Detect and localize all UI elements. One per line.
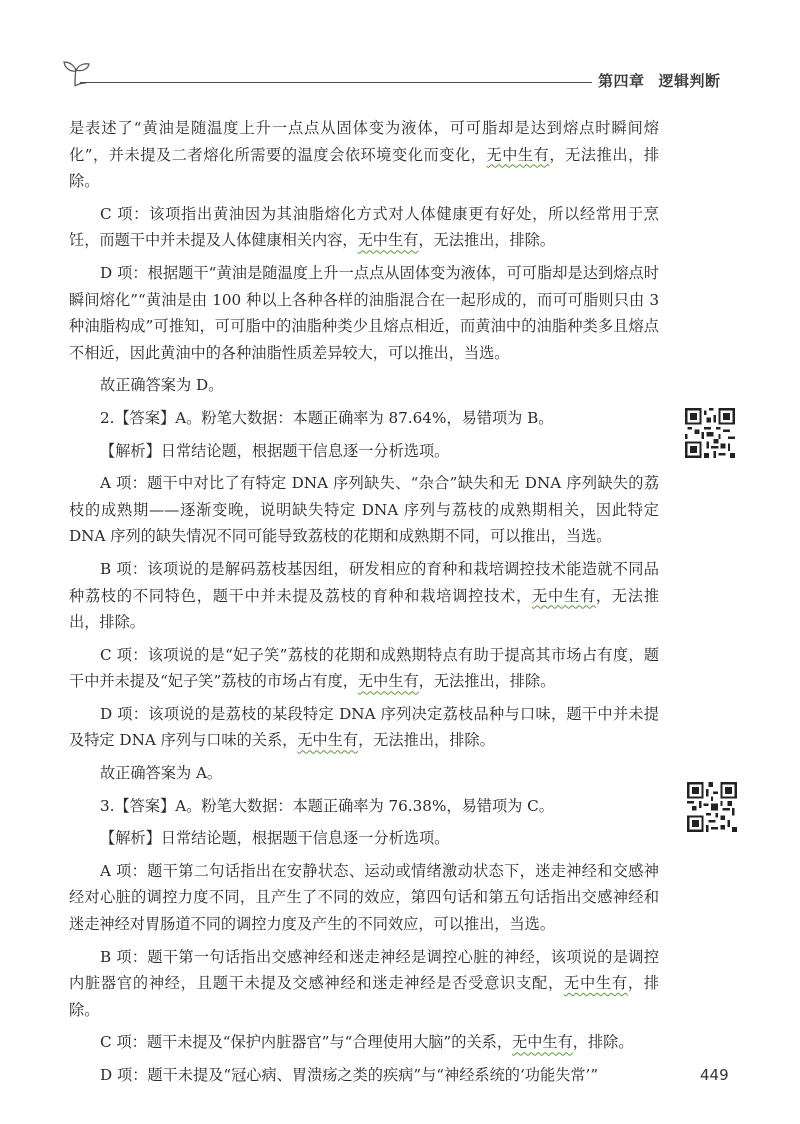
keyword-wuzhongshengyou: 无中生有 <box>563 974 628 993</box>
paragraph <box>69 115 659 195</box>
keyword-wuzhongshengyou: 无中生有 <box>512 1033 573 1052</box>
paragraph-text: B 项：题干第一句话指出交感神经和迷走神经是调控心脏的神经，该项说的是调控内脏器官的神经，且题干未提及交感神经和迷走神经是否受意识支配， <box>69 947 659 993</box>
paragraph-text: 故正确答案为 D。 <box>100 376 224 395</box>
paragraph <box>69 793 659 820</box>
paragraph <box>69 470 659 550</box>
keyword-wuzhongshengyou: 无中生有 <box>357 231 419 250</box>
paragraph <box>69 760 659 787</box>
sprout-icon <box>58 60 92 88</box>
paragraph-text: 2.【答案】A。粉笔大数据：本题正确率为 87.64%，易错项为 B。 <box>100 408 554 427</box>
answer-explanation-body <box>69 115 659 1089</box>
keyword-wuzhongshengyou: 无中生有 <box>532 586 596 605</box>
paragraph-text: A 项：题干中对比了有特定 DNA 序列缺失、“杂合”缺失和无 DNA 序列缺失的荔枝的成熟期——逐渐变晚，说明缺失特定 DNA 序列与荔枝的成熟期相关，因此特定 DNA 序列的缺失情况不同可能导致荔枝的花期和成熟期不同，可以推出，当选。 <box>69 474 659 546</box>
paragraph-text: ，无法推出，排除。 <box>358 731 495 750</box>
paragraph <box>69 1029 659 1056</box>
paragraph-text: D 项：根据题干“黄油是随温度上升一点点从固体变为液体，可可脂却是达到熔点时瞬间熔化”“黄油是由 100 种以上各种各样的油脂混合在一起形成的，而可可脂则只由 3 种油脂构成”可推知，可可脂中的油脂种类少且熔点相近，而黄油中的油脂种类多且熔点不相近，因此黄油中的各种油脂性质差异较大，可以推出，当选。 <box>69 263 659 362</box>
paragraph-text: D 项：题干未提及“冠心病、胃溃疡之类的疾病”与“神经系统的‘功能失常’” <box>100 1066 599 1084</box>
paragraph-text: D 项：该项说的是荔枝的某段特定 DNA 序列决定荔枝品种与口味，题干中并未提及特定 DNA 序列与口味的关系， <box>69 704 659 750</box>
paragraph <box>69 260 659 366</box>
paragraph-text: C 项：该项指出黄油因为其油脂熔化方式对人体健康更有好处，所以经常用于烹饪，而题干中并未提及人体健康相关内容， <box>69 204 659 250</box>
paragraph <box>69 405 659 432</box>
paragraph-text: ，无法推出，排除。 <box>69 145 660 191</box>
header-rule <box>80 82 592 83</box>
chapter-label: 第四章 <box>598 72 645 90</box>
paragraph-text: ，无法推出，排除。 <box>418 231 555 250</box>
paragraph-text: C 项：题干未提及“保护内脏器官”与“合理使用大脑”的关系， <box>100 1033 513 1052</box>
paragraph-text: ，无法推出，排除。 <box>418 672 556 691</box>
paragraph-text: 【解析】日常结论题，根据题干信息逐一分析选项。 <box>100 441 450 460</box>
paragraph <box>69 642 659 695</box>
paragraph-text: 【解析】日常结论题，根据题干信息逐一分析选项。 <box>100 829 450 848</box>
paragraph-text: B 项：该项说的是解码荔枝基因组，研发相应的育种和栽培调控技术能造就不同品种荔枝的不同特色，题干中并未提及荔枝的育种和栽培调控技术， <box>69 559 659 605</box>
paragraph <box>69 1062 659 1089</box>
qr-code-icon[interactable] <box>687 782 737 832</box>
paragraph <box>69 944 659 1024</box>
keyword-wuzhongshengyou: 无中生有 <box>357 672 419 691</box>
paragraph-text: 故正确答案为 A。 <box>100 764 223 783</box>
page-number: 449 <box>700 1066 729 1084</box>
paragraph-text: C 项：该项说的是“妃子笑”荔枝的花期和成熟期特点有助于提高其市场占有度，题干中并未提及“妃子笑”荔枝的市场占有度， <box>69 645 659 691</box>
paragraph <box>69 372 659 399</box>
paragraph <box>69 556 659 636</box>
paragraph-text: A 项：题干第二句话指出在安静状态、运动或情绪激动状态下，迷走神经和交感神经对心脏的调控力度不同，且产生了不同的效应，第四句话和第五句话指出交感神经和迷走神经对胃肠道不同的调控力度及产生的不同效应，可以推出，当选。 <box>69 861 659 934</box>
keyword-wuzhongshengyou: 无中生有 <box>297 731 359 750</box>
paragraph-text: 是表述了“黄油是随温度上升一点点从固体变为液体，可可脂却是达到熔点时瞬间熔化”，并未提及二者熔化所需要的温度会依环境变化而变化， <box>69 119 659 164</box>
paragraph-text: ，无法推出，排除。 <box>69 586 660 632</box>
paragraph-text: 3.【答案】A。粉笔大数据：本题正确率为 76.38%，易错项为 C。 <box>100 796 554 815</box>
keyword-wuzhongshengyou: 无中生有 <box>486 145 550 164</box>
paragraph <box>69 438 659 465</box>
paragraph <box>69 201 659 254</box>
section-label: 逻辑判断 <box>658 72 721 90</box>
paragraph <box>69 701 659 754</box>
paragraph <box>69 825 659 852</box>
paragraph-text: ，排除。 <box>69 974 660 1019</box>
qr-code-icon[interactable] <box>685 408 735 458</box>
running-header <box>598 70 721 91</box>
paragraph <box>69 858 659 938</box>
paragraph-text: ，排除。 <box>572 1033 634 1052</box>
